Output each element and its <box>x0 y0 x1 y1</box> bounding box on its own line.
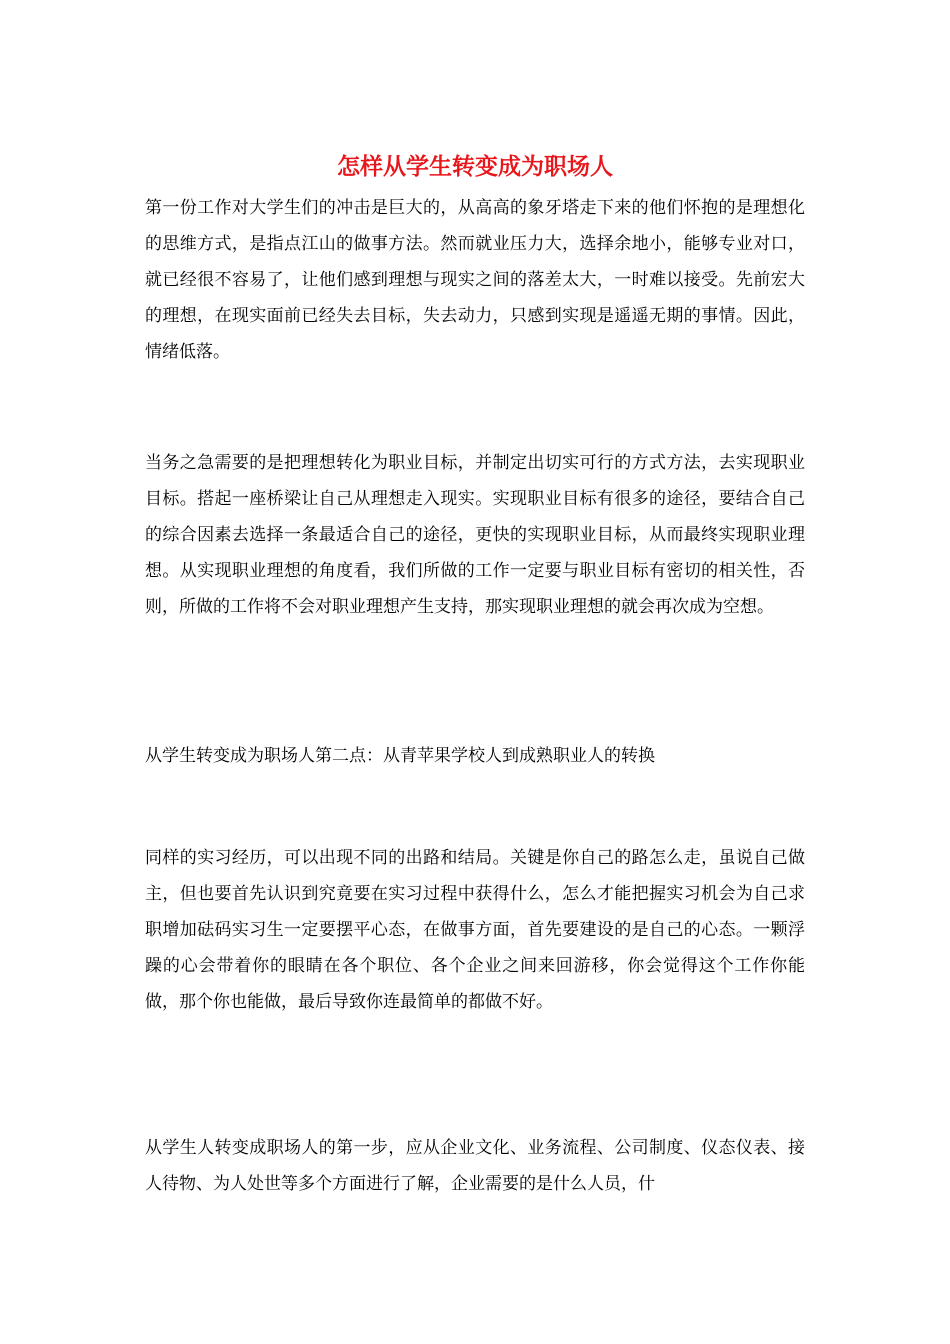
paragraph-4: 从学生人转变成职场人的第一步，应从企业文化、业务流程、公司制度、仪态仪表、接人待物、为人处世等多个方面进行了解，企业需要的是什么人员，什 <box>145 1138 805 1194</box>
section-heading: 从学生转变成为职场人第二点：从青苹果学校人到成熟职业人的转换 <box>145 746 655 766</box>
paragraph-2: 当务之急需要的是把理想转化为职业目标，并制定出切实可行的方式方法，去实现职业目标。搭起一座桥梁让自己从理想走入现实。实现职业目标有很多的途径，要结合自己的综合因素去选择一条最适合自己的途径，更快的实现职业目标，从而最终实现职业理想。从实现职业理想的角度看，我们所做的工作一定要与职业目标有密切的相关性，否则，所做的工作将不会对职业理想产生支持，那实现职业理想的就会再次成为空想。 <box>145 453 805 617</box>
paragraph-3: 同样的实习经历，可以出现不同的出路和结局。关键是你自己的路怎么走，虽说自己做主，但也要首先认识到究竟要在实习过程中获得什么，怎么才能把握实习机会为自己求职增加砝码实习生一定要摆平心态，在做事方面，首先要建设的是自己的心态。一颗浮躁的心会带着你的眼睛在各个职位、各个企业之间来回游移，你会觉得这个工作你能做，那个你也能做，最后导致你连最简单的都做不好。 <box>145 848 805 1012</box>
document-title: 怎样从学生转变成为职场人 <box>337 153 613 180</box>
paragraph-1: 第一份工作对大学生们的冲击是巨大的，从高高的象牙塔走下来的他们怀抱的是理想化的思维方式，是指点江山的做事方法。然而就业压力大，选择余地小，能够专业对口，就已经很不容易了，让他们感到理想与现实之间的落差太大，一时难以接受。先前宏大的理想，在现实面前已经失去目标，失去动力，只感到实现是遥遥无期的事情。因此，情绪低落。 <box>145 198 805 362</box>
